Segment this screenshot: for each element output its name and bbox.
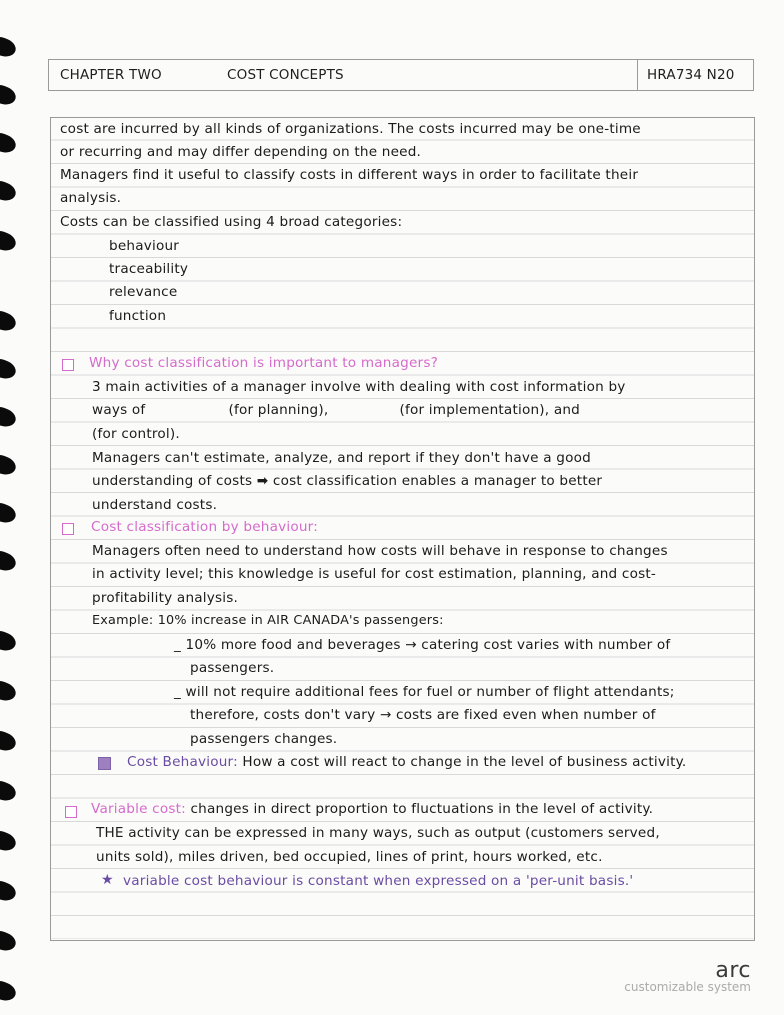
example-line: Example: 10% increase in AIR CANADA's passengers: (92, 613, 444, 628)
intro-line: Costs can be classified using 4 broad categories: (60, 214, 403, 230)
text-span: (for implementation), and (399, 402, 581, 418)
body-line (92, 402, 580, 418)
intro-line: Managers find it useful to classify costs in different ways in order to facilitate their (60, 167, 639, 183)
intro-line: analysis. (60, 190, 122, 206)
category-item: function (109, 308, 167, 324)
bullet-line: _ will not require additional fees for fuel or number of flight attendants; (174, 684, 675, 700)
bullet-line: therefore, costs don't vary → costs are fixed even when number of (190, 707, 656, 723)
bullet-line: passengers. (190, 660, 275, 676)
body-line: Managers often need to understand how costs will behave in response to changes (92, 543, 668, 559)
text-span: (for planning), (228, 402, 329, 418)
binder-hole (0, 778, 18, 803)
brand-tagline: customizable system (624, 980, 751, 994)
section-heading: Variable cost: (91, 801, 186, 817)
brand-logo (624, 958, 751, 994)
body-line: units sold), miles driven, bed occupied, lines of print, hours worked, etc. (96, 849, 603, 865)
arrow-icon: ➡ (256, 473, 269, 489)
definition-term: Cost Behaviour: (127, 754, 238, 770)
star-note: variable cost behaviour is constant when expressed on a 'per-unit basis.' (123, 873, 634, 889)
star-icon: ★ (101, 872, 114, 888)
binder-hole (0, 404, 18, 429)
binder-hole (0, 828, 18, 853)
highlight-faint (333, 405, 395, 415)
checkbox-icon (65, 806, 77, 818)
body-line: (for control). (92, 426, 180, 442)
section-heading: Cost classification by behaviour: (91, 519, 319, 535)
binder-hole (0, 178, 18, 203)
binder-hole (0, 500, 18, 525)
text-span: cost classification enables a manager to better (272, 473, 603, 489)
binder-hole (0, 548, 18, 573)
bullet-line: passengers changes. (190, 731, 338, 747)
highlight-faint (150, 405, 224, 415)
binder-hole (0, 678, 18, 703)
binder-hole (0, 82, 18, 107)
section-heading-line (91, 801, 653, 817)
category-item: traceability (109, 261, 189, 277)
checkbox-icon (62, 523, 74, 535)
body-line: in activity level; this knowledge is useful for cost estimation, planning, and cost- (92, 566, 657, 582)
course-code: HRA734 N20 (647, 67, 735, 83)
binder-hole (0, 628, 18, 653)
binder-hole (0, 978, 18, 1003)
binder-hole (0, 130, 18, 155)
checkbox-icon (62, 359, 74, 371)
binder-hole (0, 928, 18, 953)
text-span: understanding of costs (92, 473, 253, 489)
binder-hole (0, 308, 18, 333)
binder-hole (0, 228, 18, 253)
intro-line: or recurring and may differ depending on the need. (60, 144, 422, 160)
topic-title: COST CONCEPTS (227, 67, 344, 83)
body-line: THE activity can be expressed in many ways, such as output (customers served, (96, 825, 660, 841)
intro-line: cost are incurred by all kinds of organizations. The costs incurred may be one-time (60, 121, 641, 137)
binder-hole (0, 34, 18, 59)
text-span: changes in direct proportion to fluctuations in the level of activity. (190, 801, 654, 817)
body-line: 3 main activities of a manager involve with dealing with cost information by (92, 379, 626, 395)
binder-hole (0, 728, 18, 753)
body-line: Managers can't estimate, analyze, and report if they don't have a good (92, 450, 591, 466)
definition-box-icon (98, 757, 111, 770)
category-item: behaviour (109, 238, 180, 254)
binder-hole (0, 356, 18, 381)
definition-line (127, 754, 686, 770)
body-line: profitability analysis. (92, 590, 239, 606)
body-line: understand costs. (92, 497, 218, 513)
text-span: ways of (92, 402, 146, 418)
category-item: relevance (109, 284, 178, 300)
definition-text: How a cost will react to change in the level of business activity. (242, 754, 687, 770)
header-divider (637, 60, 638, 90)
notes-area (50, 117, 755, 941)
page-header (48, 59, 754, 91)
binder-hole (0, 878, 18, 903)
section-heading: Why cost classification is important to managers? (89, 355, 439, 371)
bullet-line: _ 10% more food and beverages → catering cost varies with number of (174, 637, 671, 653)
brand-name: arc (715, 958, 751, 983)
body-line (92, 473, 602, 489)
binder-hole (0, 452, 18, 477)
chapter-title: CHAPTER TWO (60, 67, 162, 83)
